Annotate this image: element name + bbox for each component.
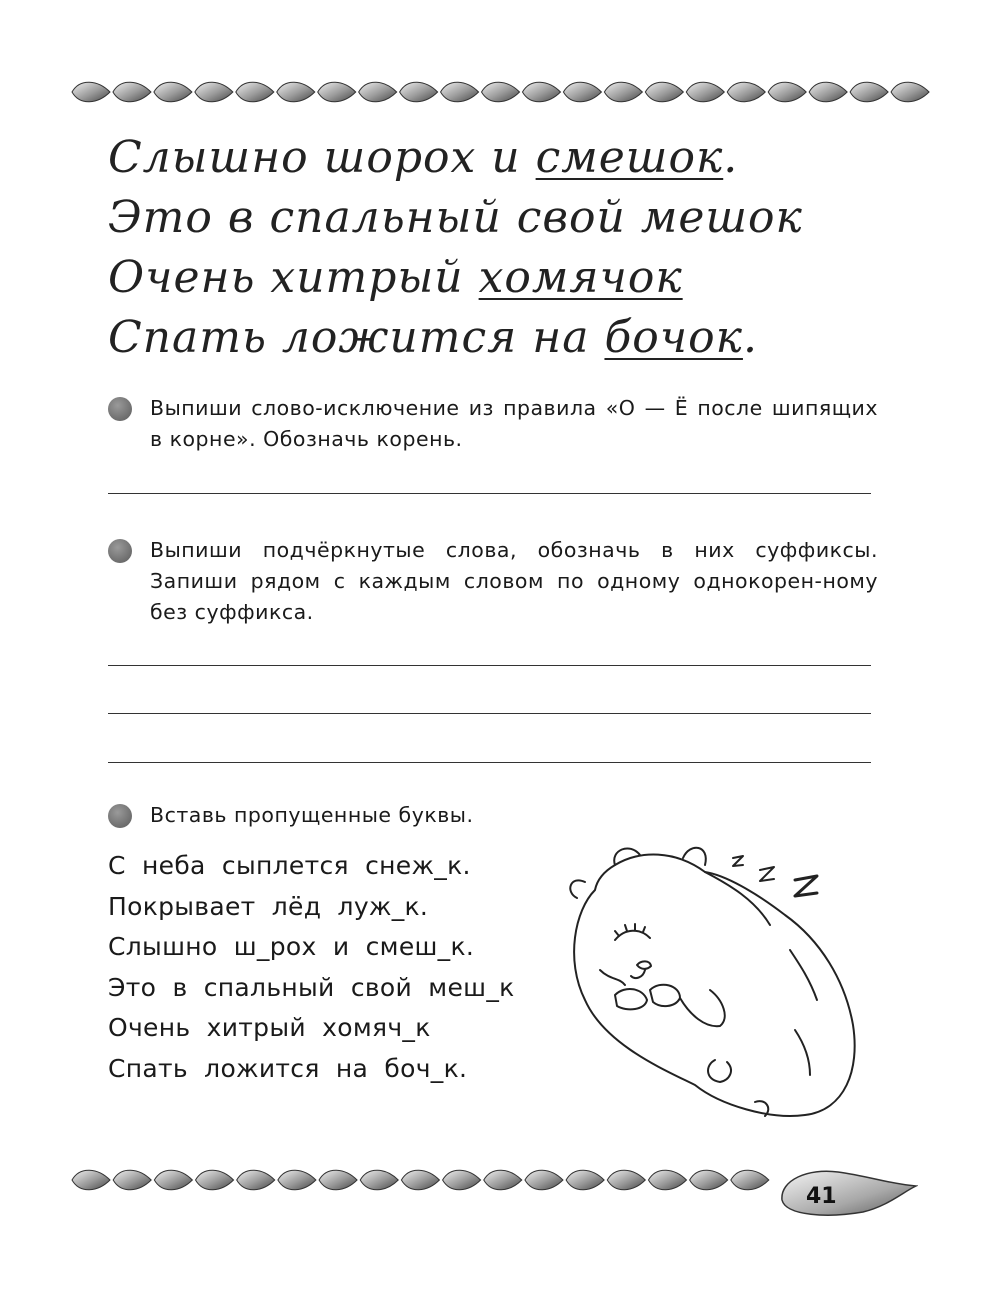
leaf-ornament <box>690 1170 728 1190</box>
exercise-line[interactable]: Это в спальный свой меш_к <box>108 972 515 1002</box>
exercise-line[interactable]: Очень хитрый хомяч_к <box>108 1013 431 1042</box>
exercise-line[interactable]: С неба сыплется снеж_к. <box>108 851 471 880</box>
answer-line[interactable] <box>108 665 871 666</box>
fill-in-exercise <box>108 846 558 1089</box>
exercise-line[interactable]: Слышно ш_рох и смеш_к. <box>108 932 475 961</box>
leaf-ornament <box>319 1170 357 1190</box>
leaf-ornament <box>359 82 397 102</box>
leaf-ornament <box>113 82 151 102</box>
answer-line[interactable] <box>108 762 871 763</box>
task-text: Выпиши слово-исключение из правила «О — Ё после шипящих в корне». Обозначь корень. <box>150 396 878 451</box>
leaf-ornament <box>441 82 479 102</box>
underlined-word: хомячок <box>478 252 683 303</box>
leaf-ornament <box>484 1170 522 1190</box>
leaf-ornament <box>196 1170 234 1190</box>
poem-line: Слышно шорох и смешок. <box>108 132 739 183</box>
leaf-ornament <box>607 1170 645 1190</box>
page-number-tab <box>778 1162 918 1216</box>
sleeping-hamster-illustration <box>555 830 885 1130</box>
leaf-ornament <box>850 82 888 102</box>
cursive-poem <box>108 128 868 368</box>
top-leaf-border <box>70 72 930 112</box>
poem-line: Это в спальный свой мешок <box>108 192 803 243</box>
bullet-icon <box>108 539 132 563</box>
leaf-ornament <box>236 82 274 102</box>
leaf-ornament <box>563 82 601 102</box>
leaf-ornament <box>686 82 724 102</box>
leaf-ornament <box>360 1170 398 1190</box>
leaf-ornament <box>72 1170 110 1190</box>
leaf-ornament <box>809 82 847 102</box>
leaf-ornament <box>727 82 765 102</box>
underlined-word: бочок <box>604 312 743 363</box>
leaf-ornament <box>318 82 356 102</box>
leaf-ornament <box>443 1170 481 1190</box>
leaf-ornament <box>604 82 642 102</box>
task-text: Вставь пропущенные буквы. <box>150 803 474 827</box>
leaf-ornament <box>195 82 233 102</box>
underlined-word: смешок <box>535 132 724 183</box>
leaf-ornament <box>277 82 315 102</box>
leaf-ornament <box>154 1170 192 1190</box>
task-2 <box>108 535 878 628</box>
leaf-ornament <box>482 82 520 102</box>
leaf-ornament <box>525 1170 563 1190</box>
answer-line[interactable] <box>108 713 871 714</box>
answer-line[interactable] <box>108 493 871 494</box>
exercise-line[interactable]: Спать ложится на боч_к. <box>108 1053 468 1083</box>
exercise-line[interactable]: Покрывает лёд луж_к. <box>108 891 429 921</box>
leaf-ornament <box>891 82 929 102</box>
leaf-ornament <box>154 82 192 102</box>
leaf-ornament <box>72 82 110 102</box>
leaf-ornament <box>278 1170 316 1190</box>
leaf-ornament <box>522 82 560 102</box>
leaf-ornament <box>645 82 683 102</box>
poem-line: Спать ложится на бочок. <box>108 312 758 363</box>
poem-line: Очень хитрый хомячок <box>108 252 683 303</box>
task-text: Выпиши подчёркнутые слова, обозначь в них суффиксы. Запиши рядом с каждым словом по одному однокорен-ному без суффикса. <box>150 538 878 624</box>
bullet-icon <box>108 397 132 421</box>
task-3 <box>108 800 878 831</box>
leaf-ornament <box>566 1170 604 1190</box>
leaf-ornament <box>648 1170 686 1190</box>
leaf-ornament <box>768 82 806 102</box>
task-1 <box>108 393 878 455</box>
bullet-icon <box>108 804 132 828</box>
leaf-ornament <box>731 1170 769 1190</box>
leaf-ornament <box>113 1170 151 1190</box>
leaf-ornament <box>401 1170 439 1190</box>
leaf-ornament <box>237 1170 275 1190</box>
page-number: 41 <box>806 1184 837 1209</box>
leaf-ornament <box>400 82 438 102</box>
